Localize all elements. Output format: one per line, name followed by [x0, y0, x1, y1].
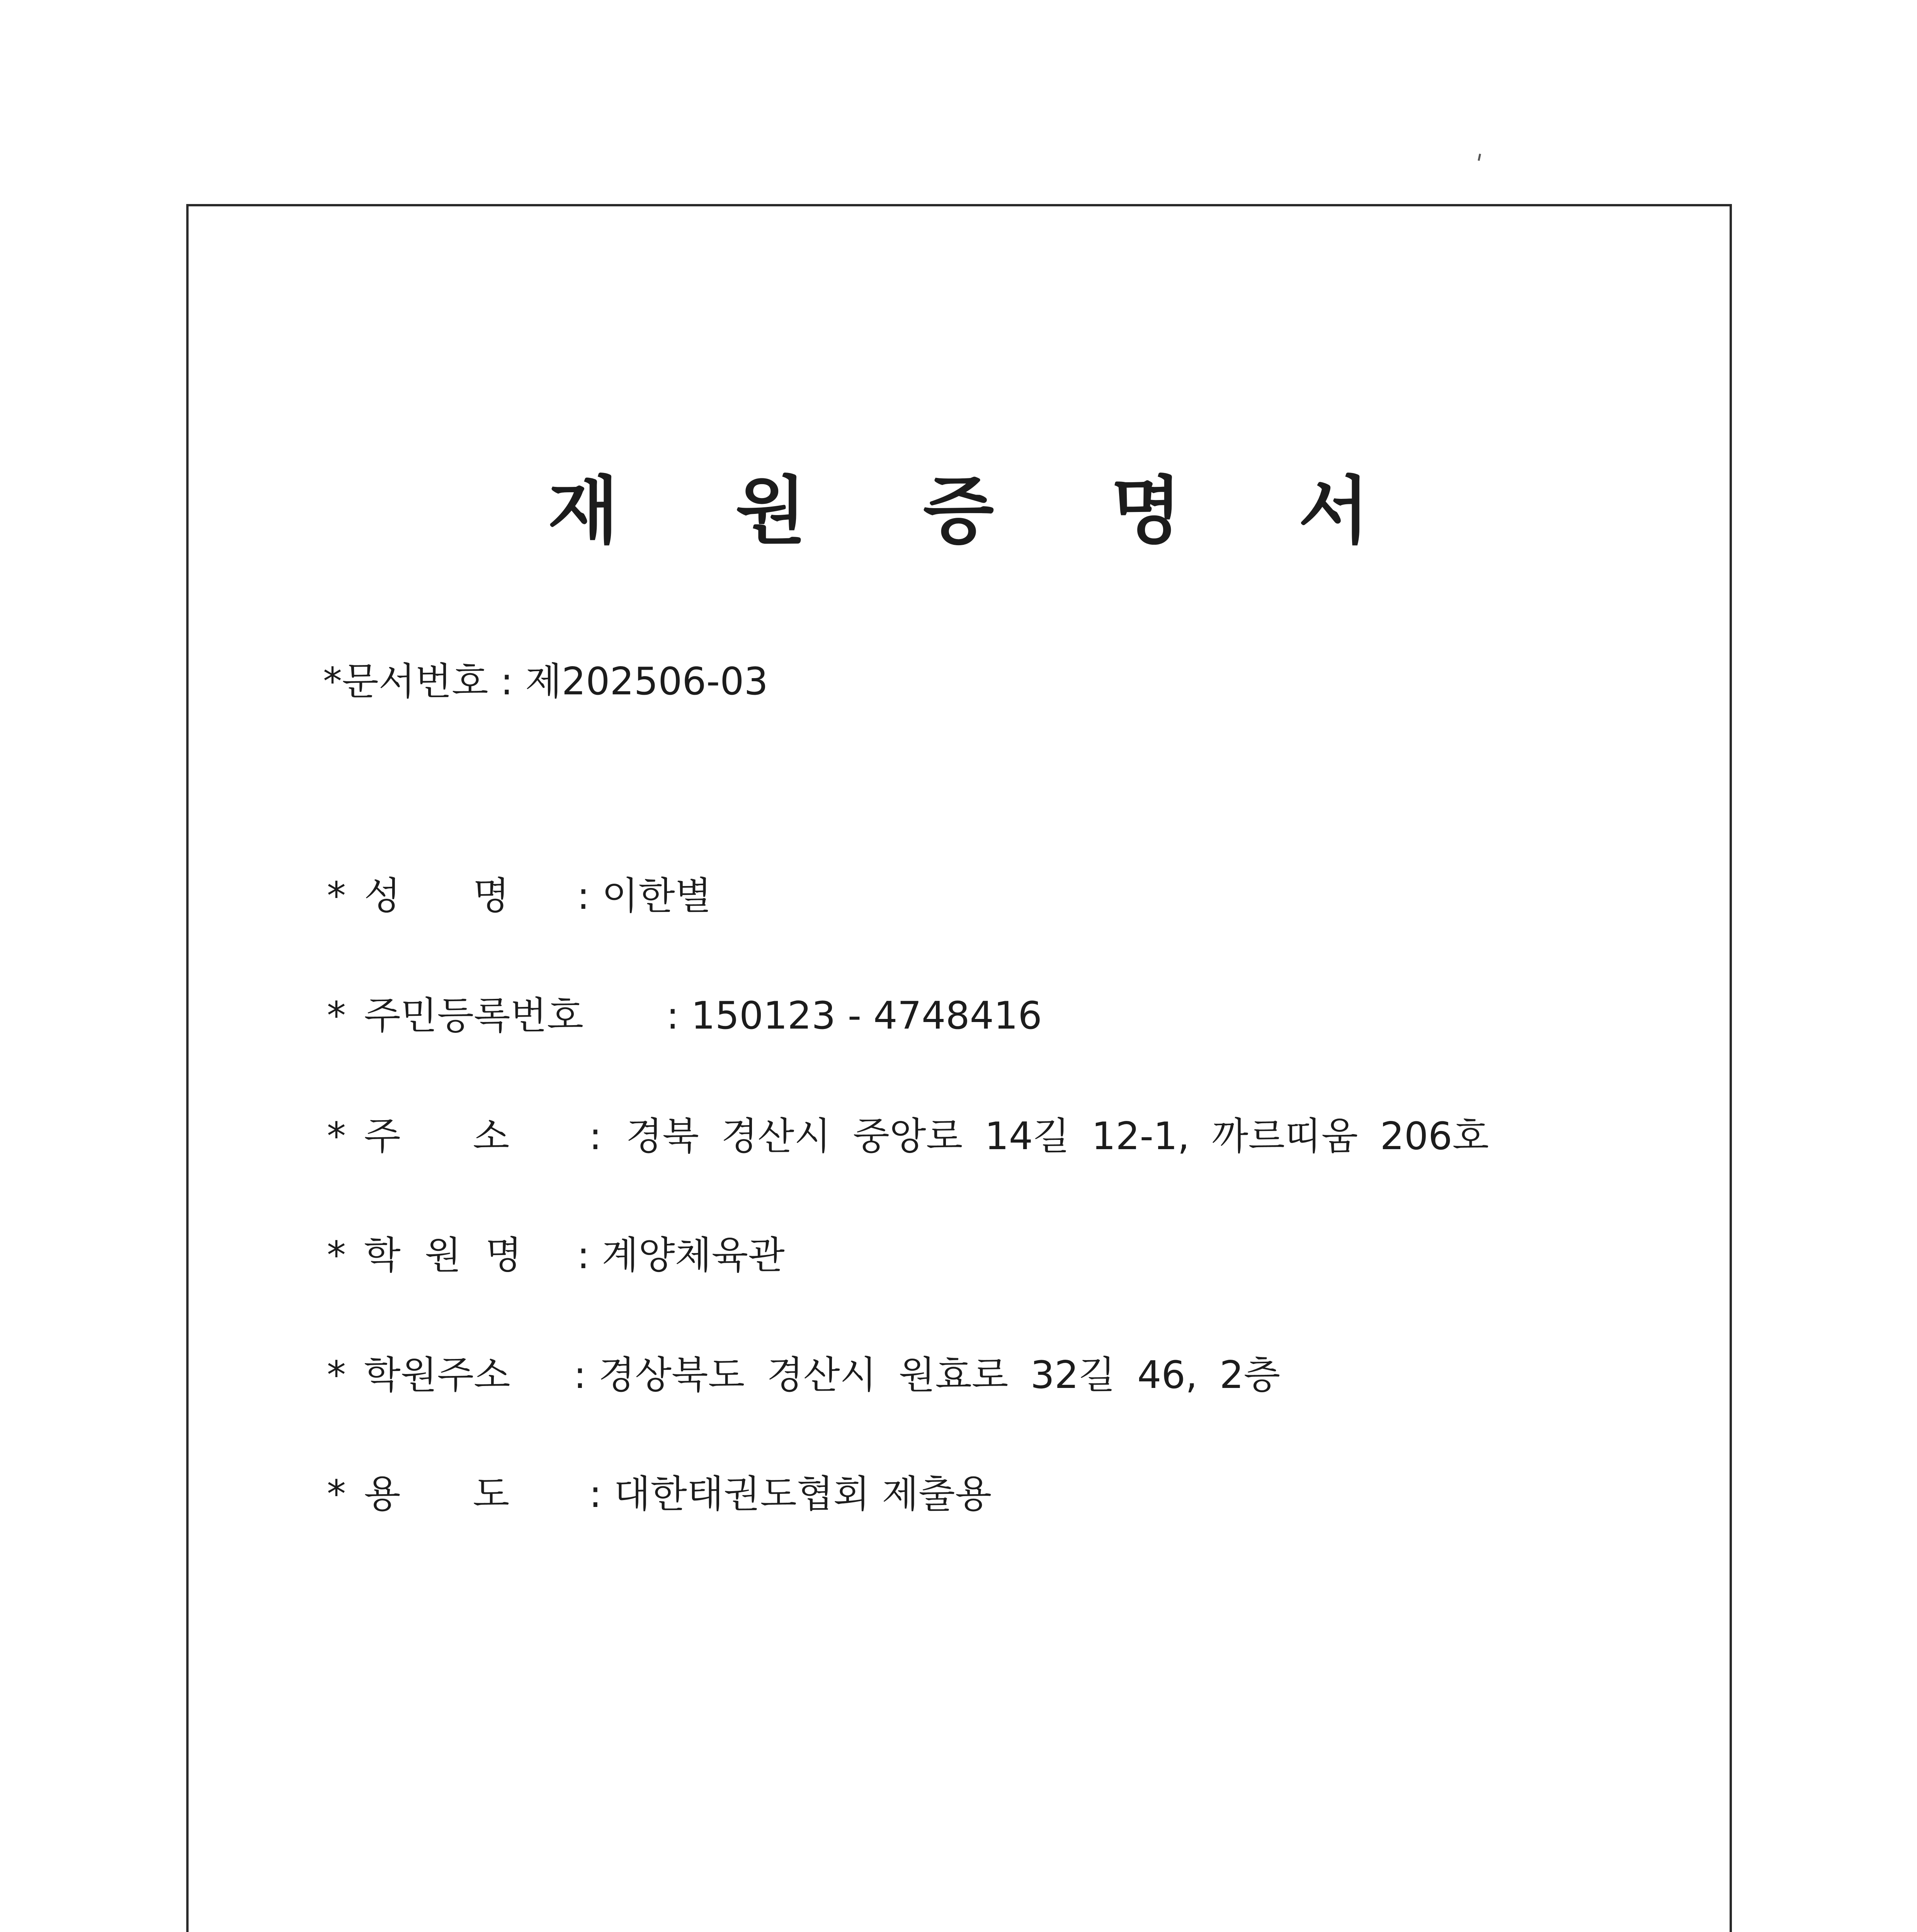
field-label: 주 소 [364, 1114, 510, 1158]
field-value: 이한별 [602, 874, 712, 918]
field-label: 학 원 명 [364, 1233, 522, 1277]
field-name [327, 866, 711, 920]
document-number-label: *문서번호 : [323, 660, 513, 704]
field-value: 경상북도 경산시 원효로 32길 46, 2층 [598, 1353, 1281, 1397]
field-colon: : [549, 1353, 599, 1397]
field-value: 대한태권도협회 제출용 [614, 1472, 992, 1516]
document-number-value: 제202506-03 [525, 660, 768, 704]
field-colon: : [642, 994, 691, 1038]
field-academy-address [327, 1345, 1280, 1399]
field-value: 150123 - 4748416 [691, 994, 1042, 1038]
field-label: 학원주소 [364, 1353, 510, 1397]
field-resident-number [327, 985, 1042, 1040]
scan-mark [1478, 154, 1481, 161]
field-bullet: * [327, 1353, 346, 1397]
field-academy-name [327, 1225, 785, 1279]
field-value: 계양체육관 [602, 1233, 785, 1277]
field-purpose [327, 1464, 992, 1518]
field-colon: : [565, 874, 602, 918]
field-colon: : [565, 1472, 614, 1516]
field-bullet: * [327, 1233, 346, 1277]
document-title: 재 원 증 명 서 [548, 468, 1415, 554]
field-colon: : [565, 1233, 602, 1277]
field-bullet: * [327, 994, 346, 1038]
field-label: 주민등록번호 [364, 994, 584, 1038]
field-address [327, 1106, 1489, 1160]
field-value: 경북 경산시 중앙로 14길 12-1, 까르띠움 206호 [626, 1114, 1489, 1158]
field-bullet: * [327, 874, 346, 918]
field-label: 용 도 [364, 1472, 510, 1516]
field-bullet: * [327, 1472, 346, 1516]
field-colon: : [565, 1114, 626, 1158]
field-label: 성 명 [364, 874, 510, 918]
field-bullet: * [327, 1114, 346, 1158]
document-number [323, 651, 768, 706]
